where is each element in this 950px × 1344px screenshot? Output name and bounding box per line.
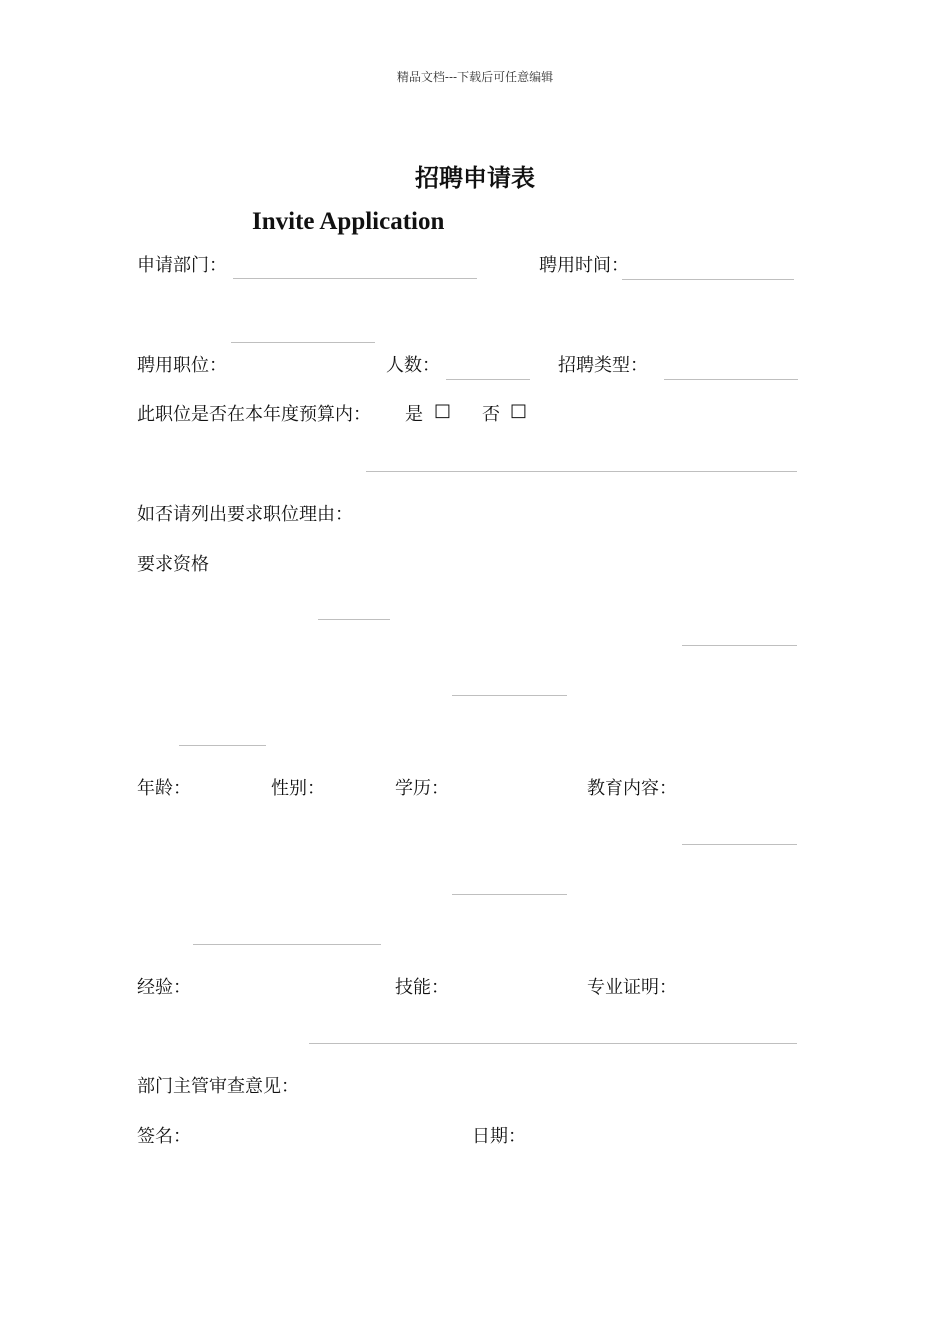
gender-field[interactable] <box>318 619 390 620</box>
position-field[interactable] <box>231 342 375 343</box>
age-label: 年龄： <box>137 778 191 799</box>
certificate-field[interactable] <box>682 844 797 845</box>
department-label: 申请部门： <box>137 255 227 276</box>
hire-type-label: 招聘类型： <box>558 355 648 376</box>
headcount-label: 人数： <box>386 355 440 376</box>
certificate-label: 专业证明： <box>587 977 677 998</box>
education-label: 学历： <box>395 778 449 799</box>
yes-checkbox[interactable]: □ <box>434 400 452 421</box>
form-subtitle: Invite Application <box>252 208 445 235</box>
skills-field[interactable] <box>452 894 567 895</box>
experience-field[interactable] <box>193 944 381 945</box>
signature-label: 签名： <box>137 1126 191 1147</box>
requirements-heading: 要求资格 <box>137 554 209 575</box>
education-field[interactable] <box>452 695 567 696</box>
no-label: 否 <box>482 404 500 425</box>
skills-label: 技能： <box>395 977 449 998</box>
reason-field[interactable] <box>366 471 797 472</box>
experience-label: 经验： <box>137 977 191 998</box>
hire-time-field[interactable] <box>622 279 794 280</box>
budget-question: 此职位是否在本年度预算内： <box>137 404 371 425</box>
position-label: 聘用职位： <box>137 355 227 376</box>
headcount-field[interactable] <box>446 379 530 380</box>
hire-time-label: 聘用时间： <box>539 255 629 276</box>
form-title: 招聘申请表 <box>415 164 535 192</box>
department-field[interactable] <box>233 278 477 279</box>
gender-label: 性别： <box>271 778 325 799</box>
education-content-field[interactable] <box>682 645 797 646</box>
no-checkbox[interactable]: □ <box>510 400 528 421</box>
reason-label: 如否请列出要求职位理由： <box>137 504 353 525</box>
hire-type-field[interactable] <box>664 379 798 380</box>
page-header: 精品文档---下载后可任意编辑 <box>396 70 554 84</box>
supervisor-opinion-label: 部门主管审查意见： <box>137 1076 299 1097</box>
yes-label: 是 <box>405 404 423 425</box>
age-field[interactable] <box>179 745 266 746</box>
supervisor-opinion-field[interactable] <box>309 1043 797 1044</box>
education-content-label: 教育内容： <box>587 778 677 799</box>
date-label: 日期： <box>472 1126 526 1147</box>
